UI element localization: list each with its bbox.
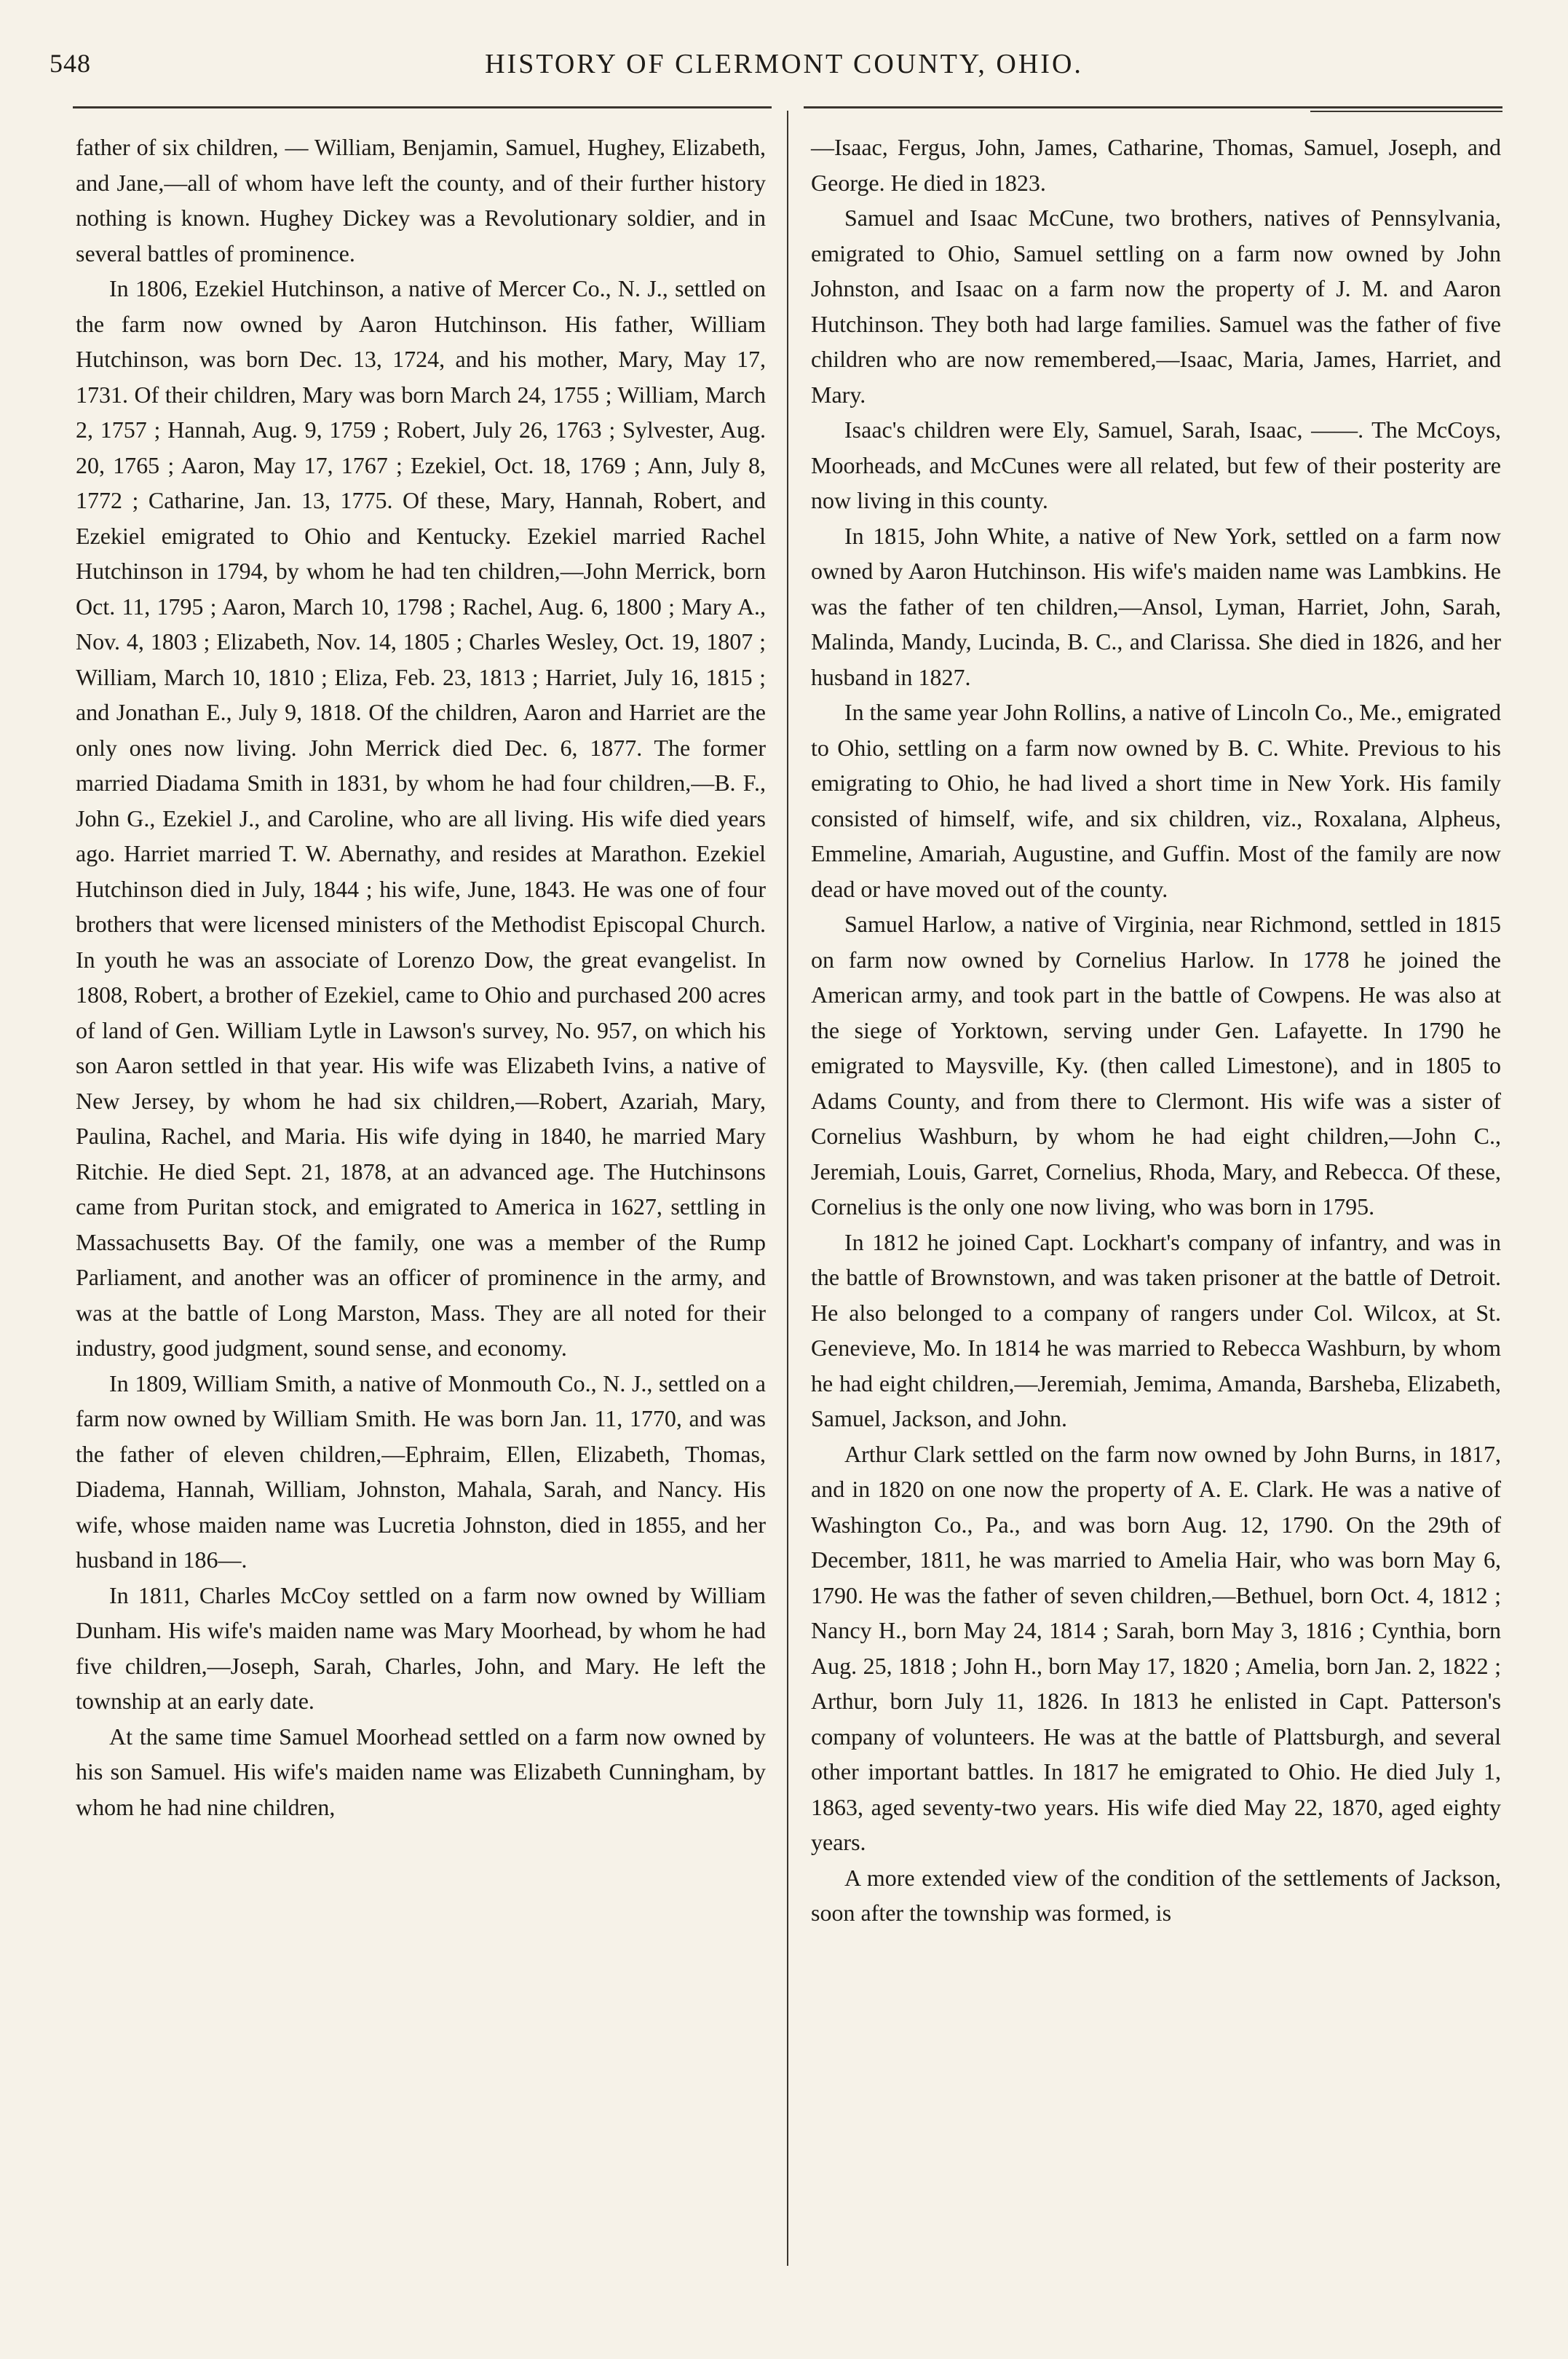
header-rule-short (1310, 111, 1502, 112)
paragraph: In 1812 he joined Capt. Lockhart's company of infantry, and was in the battle of Brownstown, and was taken prisoner at the battle of Detroit. He also belonged to a company of rangers under Col. Wilcox, at St. Genevieve, Mo. In 1814 he was married to Rebecca Washburn, by whom he had eight children,—Jeremiah, Jemima, Amanda, Barsheba, Elizabeth, Samuel, Jackson, and John. (811, 1228, 1501, 1431)
left-column (76, 130, 766, 1825)
page-number: 548 (50, 49, 91, 78)
paragraph: In 1809, William Smith, a native of Monmouth Co., N. J., settled on a farm now owned by William Smith. He was born Jan. 11, 1770, and was the father of eleven children,—Ephraim, Ellen, Elizabeth, Thomas, Diadema, Hannah, William, Johnston, Mahala, Sarah, and Nancy. His wife, whose maiden name was Lucretia Johnston, died in 1855, and her husband in 186—. (76, 1370, 766, 1573)
header-rule-right (804, 106, 1502, 108)
paragraph: Arthur Clark settled on the farm now owned by John Burns, in 1817, and in 1820 on one now the property of A. E. Clark. He was a native of Washington Co., Pa., and was born Aug. 12, 1790. On the 29th of December, 1811, he was married to Amelia Hair, who was born May 6, 1790. He was the father of seven children,—Bethuel, born Oct. 4, 1812 ; Nancy H., born May 24, 1814 ; Sarah, born May 3, 1816 ; Cynthia, born Aug. 25, 1818 ; John H., born May 17, 1820 ; Amelia, born Jan. 2, 1822 ; Arthur, born July 11, 1826. In 1813 he enlisted in Capt. Patterson's company of volunteers. He was at the battle of Plattsburgh, and several other important battles. In 1817 he emigrated to Ohio. He died July 1, 1863, aged seventy-two years. His wife died May 22, 1870, aged eighty years. (811, 1440, 1501, 1855)
paragraph: Samuel and Isaac McCune, two brothers, natives of Pennsylvania, emigrated to Ohio, Samuel settling on a farm now owned by John Johnston, and Isaac on a farm now the property of J. M. and Aaron Hutchinson. They both had large families. Samuel was the father of five children who are now remembered,—Isaac, Maria, James, Harriet, and Mary. (811, 205, 1501, 408)
paragraph: In 1806, Ezekiel Hutchinson, a native of Mercer Co., N. J., settled on the farm now owned by Aaron Hutchinson. His father, William Hutchinson, was born Dec. 13, 1724, and his mother, Mary, May 17, 1731. Of their children, Mary was born March 24, 1755 ; William, March 2, 1757 ; Hannah, Aug. 9, 1759 ; Robert, July 26, 1763 ; Sylvester, Aug. 20, 1765 ; Aaron, May 17, 1767 ; Ezekiel, Oct. 18, 1769 ; Ann, July 8, 1772 ; Catharine, Jan. 13, 1775. Of these, Mary, Hannah, Robert, and Ezekiel emigrated to Ohio and Kentucky. Ezekiel married Rachel Hutchinson in 1794, by whom he had ten children,—John Merrick, born Oct. 11, 1795 ; Aaron, March 10, 1798 ; Rachel, Aug. 6, 1800 ; Mary A., Nov. 4, 1803 ; Elizabeth, Nov. 14, 1805 ; Charles Wesley, Oct. 19, 1807 ; William, March 10, 1810 ; Eliza, Feb. 23, 1813 ; Harriet, July 16, 1815 ; and Jonathan E., July 9, 1818. Of the children, Aaron and Harriet are the only ones now living. John Merrick died Dec. 6, 1877. The former married Diadama Smith in 1831, by whom he had four children,—B. F., John G., Ezekiel J., and Caroline, who are all living. His wife died years ago. Harriet married T. W. Abernathy, and resides at Marathon. Ezekiel Hutchinson died in July, 1844 ; his wife, June, 1843. He was one of four brothers that were licensed ministers of the Methodist Episcopal Church. In youth he was an associate of Lorenzo Dow, the great evangelist. In 1808, Robert, a brother of Ezekiel, came to Ohio and purchased 200 acres of land of Gen. William Lytle in Lawson's survey, No. 957, on which his son Aaron settled in that year. His wife was Elizabeth Ivins, a native of New Jersey, by whom he had six children,—Robert, Azariah, Mary, Paulina, Rachel, and Maria. His wife dying in 1840, he married Mary Ritchie. He died Sept. 21, 1878, at an advanced age. The Hutchinsons came from Puritan stock, and emigrated to America in 1627, settling in Massachusetts Bay. Of the family, one was a member of the Rump Parliament, and another was an officer of prominence in the army, and was at the battle of Long Marston, Mass. They are all noted for their industry, good judgment, sound sense, and economy. (76, 275, 766, 1361)
paragraph: At the same time Samuel Moorhead settled on a farm now owned by his son Samuel. His wife's maiden name was Elizabeth Cunningham, by whom he had nine children, (76, 1723, 766, 1820)
paragraph: —Isaac, Fergus, John, James, Catharine, Thomas, Samuel, Joseph, and George. He died in 1823. (811, 134, 1501, 196)
paragraph: In the same year John Rollins, a native of Lincoln Co., Me., emigrated to Ohio, settling on a farm now owned by B. C. White. Previous to his emigrating to Ohio, he had lived a short time in New York. His family consisted of himself, wife, and six children, viz., Roxalana, Alpheus, Emmeline, Amariah, Augustine, and Guffin. Most of the family are now dead or have moved out of the county. (811, 699, 1501, 902)
paragraph: father of six children, — William, Benjamin, Samuel, Hughey, Elizabeth, and Jane,—all of whom have left the county, and of their further history nothing is known. Hughey Dickey was a Revolutionary soldier, and in several battles of prominence. (76, 134, 766, 266)
header-rule-left (73, 106, 772, 108)
column-divider (787, 111, 788, 2266)
paragraph: Samuel Harlow, a native of Virginia, near Richmond, settled in 1815 on farm now owned by Cornelius Harlow. In 1778 he joined the American army, and took part in the battle of Cowpens. He was also at the siege of Yorktown, serving under Gen. Lafayette. In 1790 he emigrated to Maysville, Ky. (then called Limestone), and in 1805 to Adams County, and from there to Clermont. His wife was a sister of Cornelius Washburn, by whom he had eight children,—John C., Jeremiah, Louis, Garret, Cornelius, Rhoda, Mary, and Rebecca. Of these, Cornelius is the only one now living, who was born in 1795. (811, 911, 1501, 1220)
right-column (811, 130, 1501, 1931)
paragraph: In 1815, John White, a native of New York, settled on a farm now owned by Aaron Hutchinson. His wife's maiden name was Lambkins. He was the father of ten children,—Ansol, Lyman, Harriet, John, Sarah, Malinda, Mandy, Lucinda, B. C., and Clarissa. She died in 1826, and her husband in 1827. (811, 522, 1501, 690)
paragraph: In 1811, Charles McCoy settled on a farm now owned by William Dunham. His wife's maiden name was Mary Moorhead, by whom he had five children,—Joseph, Sarah, Charles, John, and Mary. He left the township at an early date. (76, 1581, 766, 1714)
paragraph: A more extended view of the condition of the settlements of Jackson, soon after the township was formed, is (811, 1864, 1501, 1926)
running-title: HISTORY OF CLERMONT COUNTY, OHIO. (485, 49, 1083, 79)
paragraph: Isaac's children were Ely, Samuel, Sarah, Isaac, ——. The McCoys, Moorheads, and McCunes were all related, but few of their posterity are now living in this county. (811, 416, 1501, 513)
